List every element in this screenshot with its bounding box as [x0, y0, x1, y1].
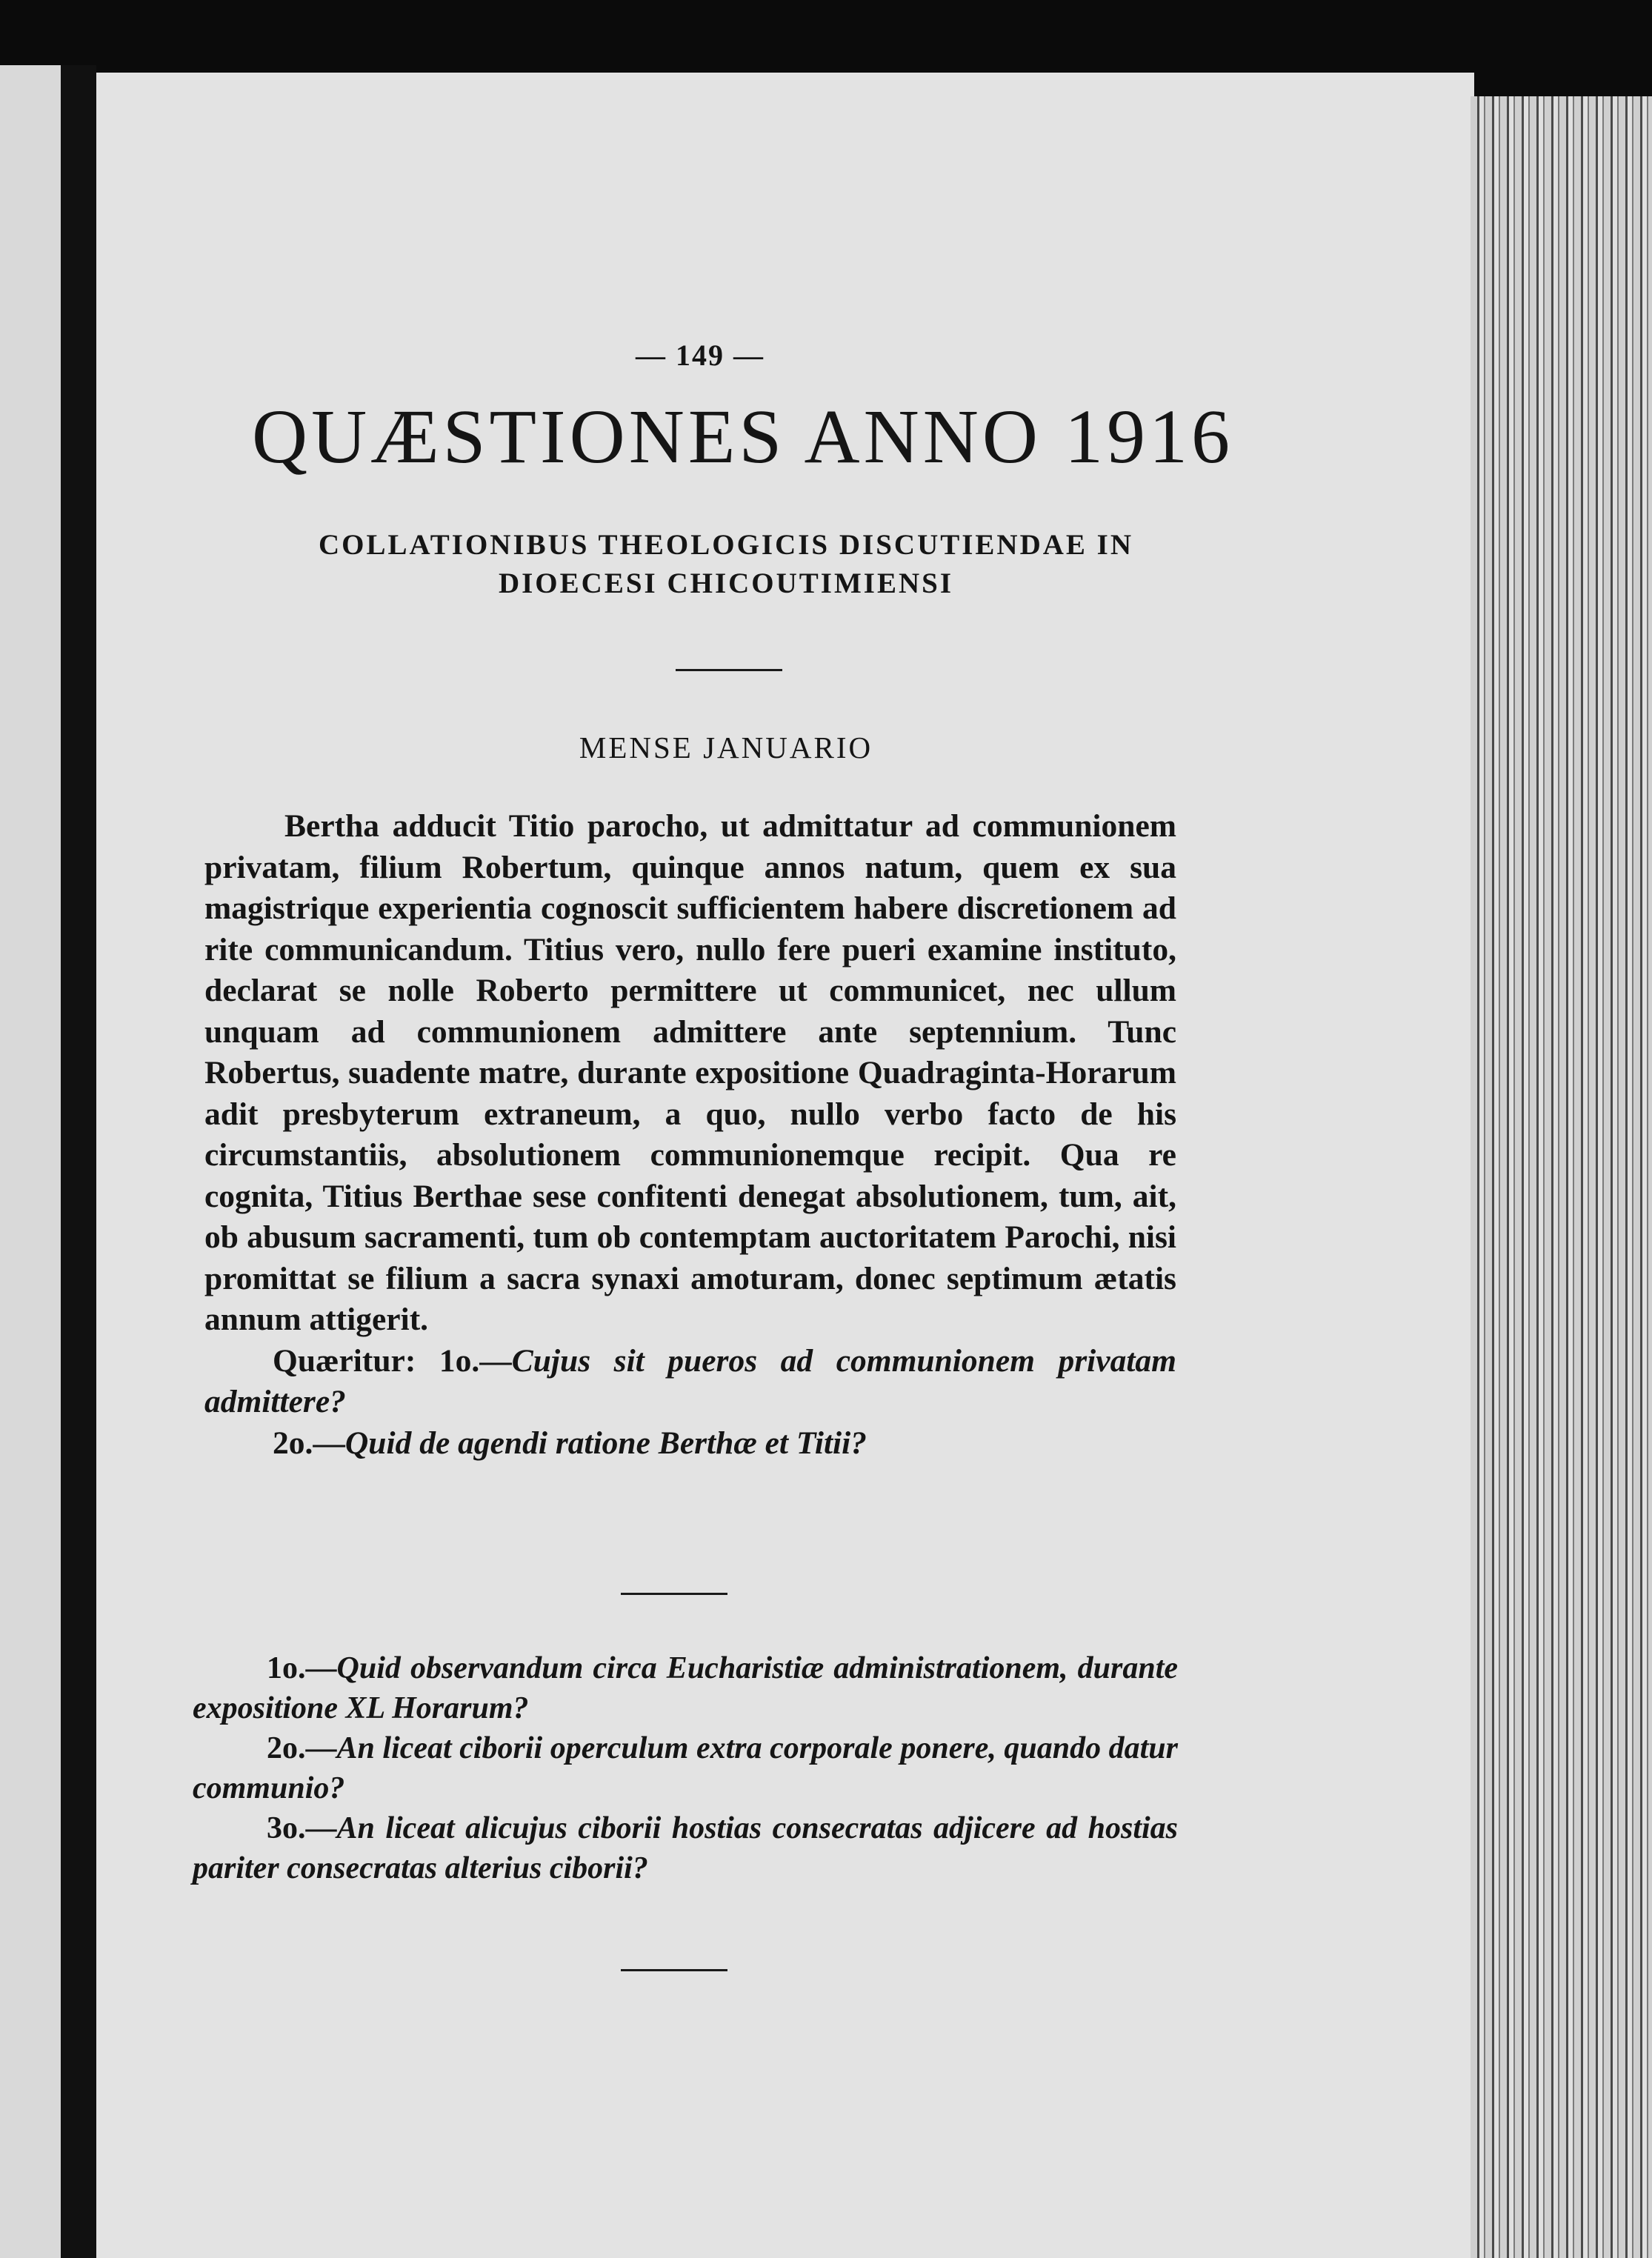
- book-gutter: [61, 65, 96, 2258]
- page-number: — 149 —: [636, 339, 765, 372]
- subtitle-line-2: DIOECESI CHICOUTIMIENSI: [498, 567, 954, 599]
- subtitle-line-1: COLLATIONIBUS THEOLOGICIS DISCUTIENDAE IN: [318, 529, 1134, 561]
- question-1-number: 1o.—: [439, 1342, 512, 1379]
- liturgy-q2-text: An liceat ciborii operculum extra corporale ponere, quando datur communio?: [193, 1731, 1178, 1805]
- facing-page-edge: [0, 65, 61, 2258]
- subtitle: [244, 526, 1208, 603]
- section-heading: MENSE JANUARIO: [579, 730, 873, 765]
- quaeritur-paragraph: [204, 1341, 1176, 1423]
- list-item: [193, 1728, 1178, 1808]
- question-2-text: Quid de agendi ratione Berthæ et Titii?: [344, 1425, 867, 1461]
- page-stack-edges: [1471, 96, 1652, 2258]
- quaeritur-lead: Quæritur:: [273, 1342, 416, 1379]
- case-paragraph: Bertha adducit Titio parocho, ut admittatur ad communionem privatam, filium Robertum, quinque annos natum, quem ex sua magistrique experientia cognoscit sufficientem habere discretionem ad rite communicandum. Titius vero, nullo fere pueri examine instituto, declarat se nolle Roberto permittere ut communicet, nec ullum unquam ad communionem admittere ante septennium. Tunc Robertus, suadente matre, durante expositione Quadraginta-Horarum adit presbyterum extraneum, a quo, nullo verbo facto de his circumstantiis, absolutionem communionemque recipit. Qua re cognita, Titius Berthae sese confitenti denegat absolutionem, tum, ait, ob abusum sacramenti, tum ob contemptam auctoritatem Parochi, nisi promittat se filium a sacra synaxi amoturam, donec septimum ætatis annum attigerit.: [204, 808, 1176, 1337]
- list-item: [193, 1648, 1178, 1728]
- liturgy-q3-text: An liceat alicujus ciborii hostias consecratas adjicere ad hostias pariter consecratas alterius ciborii?: [193, 1811, 1178, 1885]
- liturgy-q3-number: 3o.—: [267, 1811, 337, 1845]
- liturgy-q1-number: 1o.—: [267, 1651, 337, 1685]
- list-item: [193, 1808, 1178, 1888]
- liturgy-q2-number: 2o.—: [267, 1731, 337, 1765]
- quaeritur-paragraph-2: [204, 1423, 1176, 1465]
- page-title: QUÆSTIONES ANNO 1916: [252, 394, 1233, 479]
- divider-rule: [621, 1593, 727, 1595]
- divider-rule: [621, 1969, 727, 1971]
- divider-rule: [676, 669, 782, 671]
- liturgy-q1-text: Quid observandum circa Eucharistiæ administrationem, durante expositione XL Horarum?: [193, 1651, 1178, 1725]
- liturgy-questions: [193, 1648, 1178, 1888]
- case-text: [204, 806, 1176, 1464]
- question-1-text: Cujus sit pueros ad communionem privatam admittere?: [204, 1342, 1176, 1419]
- question-2-number: 2o.—: [273, 1425, 345, 1461]
